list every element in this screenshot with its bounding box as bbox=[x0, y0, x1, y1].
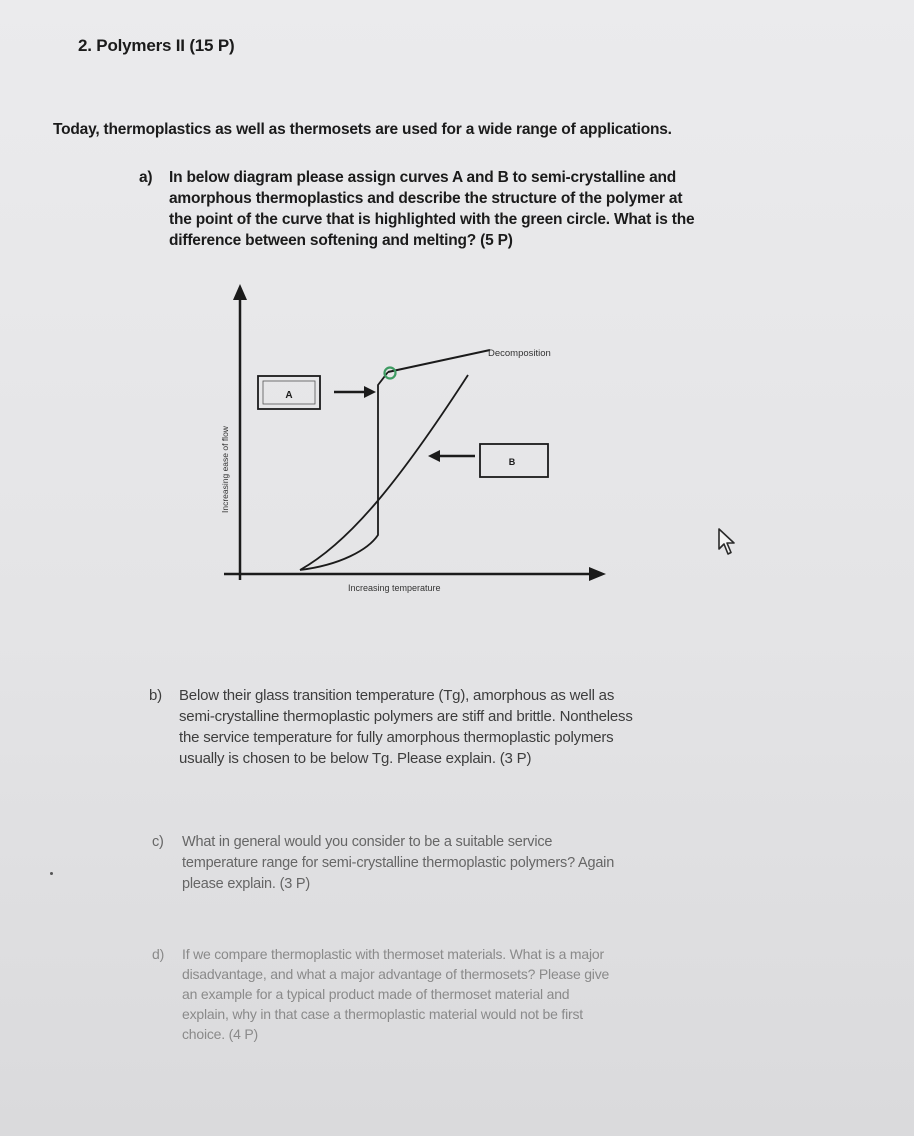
question-c-line: temperature range for semi-crystalline thermoplastic polymers? Again bbox=[182, 855, 615, 871]
y-axis-arrowhead bbox=[233, 284, 247, 300]
x-axis-label: Increasing temperature bbox=[348, 583, 441, 593]
question-a-line: difference between softening and melting? (5 P) bbox=[169, 232, 513, 249]
question-d-line: choice. (4 P) bbox=[182, 1026, 258, 1042]
question-d-label: d) bbox=[152, 946, 165, 962]
mouse-pointer-icon bbox=[716, 527, 740, 557]
question-c-label: c) bbox=[152, 834, 164, 850]
question-b bbox=[149, 685, 789, 769]
section-title: 2. Polymers II (15 P) bbox=[78, 36, 235, 55]
question-d-line: an example for a typical product made of thermoset material and bbox=[182, 986, 570, 1002]
question-b-line: the service temperature for fully amorphous thermoplastic polymers bbox=[179, 729, 614, 746]
curve-a bbox=[300, 372, 388, 570]
question-a-line: amorphous thermoplastics and describe the structure of the polymer at bbox=[169, 190, 683, 207]
curve-b bbox=[300, 375, 468, 570]
decomposition-line bbox=[388, 350, 490, 372]
question-d-line: disadvantage, and what a major advantage of thermosets? Please give bbox=[182, 966, 610, 982]
box-a-label: A bbox=[285, 390, 293, 401]
y-axis-label: Increasing ease of flow bbox=[220, 426, 230, 513]
question-b-line: semi-crystalline thermoplastic polymers are stiff and brittle. Nontheless bbox=[179, 708, 633, 725]
question-a-line: the point of the curve that is highlighted with the green circle. What is the bbox=[169, 211, 695, 228]
question-b-label: b) bbox=[149, 687, 162, 704]
flow-temperature-diagram bbox=[200, 280, 620, 610]
question-d-line: If we compare thermoplastic with thermoset materials. What is a major bbox=[182, 946, 604, 962]
question-c bbox=[152, 832, 792, 895]
question-c-line: please explain. (3 P) bbox=[182, 876, 310, 892]
x-axis-arrowhead bbox=[589, 567, 606, 581]
question-d bbox=[152, 944, 792, 1044]
arrow-a-head bbox=[364, 386, 376, 398]
intro-text: Today, thermoplastics as well as thermosets are used for a wide range of applications. bbox=[53, 121, 672, 138]
question-a-label: a) bbox=[139, 169, 153, 186]
question-a bbox=[139, 167, 799, 251]
arrow-b-head bbox=[428, 450, 440, 462]
question-a-line: In below diagram please assign curves A and B to semi-crystalline and bbox=[169, 169, 677, 186]
decomposition-label: Decomposition bbox=[488, 348, 551, 359]
question-b-line: usually is chosen to be below Tg. Please explain. (3 P) bbox=[179, 750, 532, 767]
box-b-label: B bbox=[508, 457, 516, 467]
question-b-line: Below their glass transition temperature (Tg), amorphous as well as bbox=[179, 687, 615, 704]
question-d-line: explain, why in that case a thermoplastic material would not be first bbox=[182, 1006, 583, 1022]
question-c-line: What in general would you consider to be a suitable service bbox=[182, 834, 553, 850]
stray-mark bbox=[50, 872, 53, 875]
